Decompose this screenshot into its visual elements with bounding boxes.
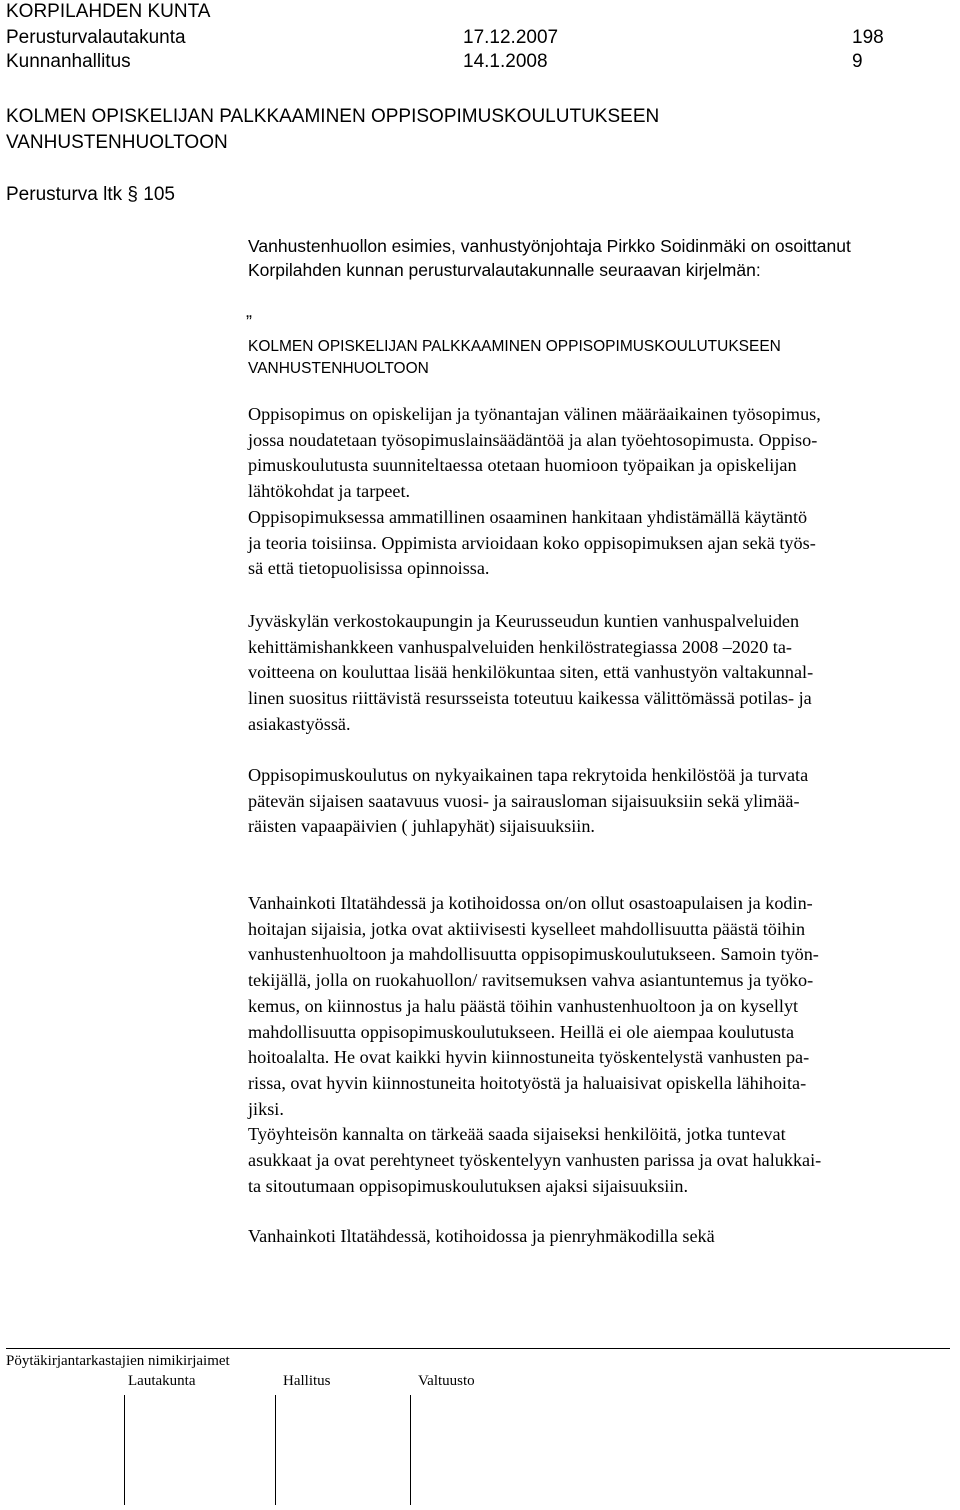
footer-column-valtuusto: Valtuusto [418,1373,475,1389]
paragraph-line: rissa, ovat hyvin kiinnostuneita hoitotyöstä ja haluaisivat opiskella lähihoita- [248,1072,807,1093]
paragraph-line: linen suositus riittävistä resursseista toteutuu kaikessa välittömässä potilas- ja [248,688,812,709]
footer-top-rule [6,1348,950,1349]
paragraph-5 [248,1224,954,1250]
paragraph-line: Oppisopimuksessa ammatillinen osaaminen hankitaan yhdistämällä käytäntö [248,506,808,527]
paragraph-line: pätevän sijaisen saatavuus vuosi- ja sairausloman sijaisuuksiin sekä ylimää- [248,790,800,811]
paragraph-line: tekijällä, jolla on ruokahuollon/ ravitsemuksen vahva asiantuntemus ja työko- [248,970,814,991]
paragraph-line: ja teoria toisiinsa. Oppimista arvioidaan koko oppisopimuksen ajan sekä työs- [248,532,816,553]
header-body-1: Perusturvalautakunta [6,27,186,48]
paragraph-2 [248,609,954,738]
footer-column-hallitus: Hallitus [283,1373,331,1389]
section-reference: Perusturva ltk § 105 [6,184,175,205]
paragraph-line: Oppisopimus on opiskelijan ja työnantajan välinen määräaikainen työsopimus, [248,404,821,424]
paragraph-line: asiakastyössä. [248,713,351,734]
paragraph-line: lähtökohdat ja tarpeet. [248,481,411,502]
header-page-1: 198 [852,27,884,48]
paragraph-3 [248,763,954,840]
header-body-2: Kunnanhallitus [6,51,131,72]
letter-title-line-2: VANHUSTENHUOLTOON [248,359,429,377]
paragraph-line: Vanhainkoti Iltatähdessä, kotihoidossa ja pienryhmäkodilla sekä [248,1226,715,1246]
paragraph-line: asukkaat ja ovat perehtyneet työskentelyyn vanhusten parissa ja ovat halukkai- [248,1150,822,1171]
header-page-2: 9 [852,51,863,72]
signature-divider [410,1395,411,1505]
paragraph-line: ta sitoutumaan oppisopimuskoulutuksen ajaksi sijaisuuksiin. [248,1175,689,1196]
paragraph-line: jiksi. [248,1098,284,1119]
paragraph-line: kehittämishankkeen vanhuspalveluiden henkilöstrategiassa 2008 –2020 ta- [248,636,792,657]
paragraph-line: Työyhteisön kannalta on tärkeää saada sijaiseksi henkilöitä, jotka tuntevat [248,1124,786,1145]
paragraph-line: Jyväskylän verkostokaupungin ja Keurusseudun kuntien vanhuspalveluiden [248,611,800,631]
document-title-line-1: KOLMEN OPISKELIJAN PALKKAAMINEN OPPISOPIMUSKOULUTUKSEEN [6,106,660,127]
paragraph-line: mahdollisuutta oppisopimuskoulutukseen. Heillä ei ole aiempaa koulutusta [248,1021,795,1042]
paragraph-line: hoitajan sijaisia, jotka ovat aktiivisesti kyselleet mahdollisuutta päästä töihin [248,918,806,939]
letter-title-line-1: KOLMEN OPISKELIJAN PALKKAAMINEN OPPISOPIMUSKOULUTUKSEEN [248,338,781,355]
paragraph-line: pimuskoulutusta suunniteltaessa otetaan huomioon työpaikan ja opiskelijan [248,455,797,476]
paragraph-line: voitteena on kouluttaa lisää henkilökuntaa siten, että vanhustyön valtakunnal- [248,662,814,683]
paragraph-line: räisten vapaapäivien ( juhlapyhät) sijaisuuksiin. [248,816,595,837]
signature-divider [124,1395,125,1505]
quote-mark: „ [246,301,252,321]
paragraph-4 [248,891,954,1199]
paragraph-line: vanhustenhuoltoon ja mahdollisuutta oppisopimuskoulutukseen. Samoin työn- [248,944,819,965]
paragraph-line: kemus, on kiinnostus ja halu päästä töihin vanhustenhuoltoon ja on kysellyt [248,995,799,1016]
footer-column-lautakunta: Lautakunta [128,1373,196,1389]
paragraph-line: Vanhainkoti Iltatähdessä ja kotihoidossa on/on ollut osastoapulaisen ja kodin- [248,893,813,913]
paragraph-line: Oppisopimuskoulutus on nykyaikainen tapa rekrytoida henkilöstöä ja turvata [248,765,809,785]
intro-line-2: Korpilahden kunnan perusturvalautakunnalle seuraavan kirjelmän: [248,260,761,280]
header-date-1: 17.12.2007 [463,27,559,48]
letter-title [248,336,954,379]
intro-line-1: Vanhustenhuollon esimies, vanhustyönjohtaja Pirkko Soidinmäki on osoittanut [248,236,851,256]
paragraph-line: jossa noudatetaan työsopimuslainsäädäntöä ja alan työehtosopimusta. Oppiso- [248,429,818,450]
municipality-name: KORPILAHDEN KUNTA [6,1,211,22]
paragraph-1 [248,402,954,582]
signature-divider [275,1395,276,1505]
paragraph-line: hoitoalalta. He ovat kaikki hyvin kiinnostuneita työskentelystä vanhusten pa- [248,1047,810,1068]
document-title-line-2: VANHUSTENHUOLTOON [6,132,228,153]
header-date-2: 14.1.2008 [463,51,548,72]
paragraph-line: sä että tietopuolisissa opinnoissa. [248,558,490,579]
footer-label: Pöytäkirjantarkastajien nimikirjaimet [6,1353,230,1369]
